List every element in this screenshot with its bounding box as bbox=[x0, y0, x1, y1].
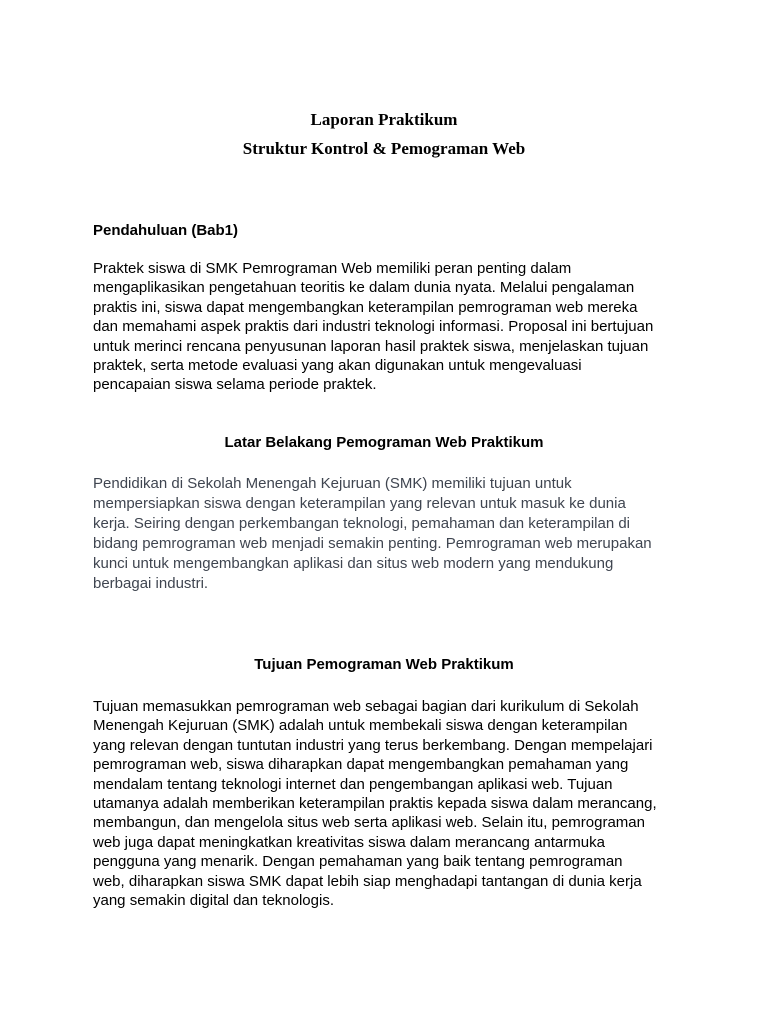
paragraph-line: web juga dapat meningkatkan kreativitas siswa dalam merancang antarmuka bbox=[93, 833, 605, 851]
paragraph-line: untuk merinci rencana penyusunan laporan hasil praktek siswa, menjelaskan tujuan bbox=[93, 337, 649, 355]
document-subtitle: Struktur Kontrol & Pemograman Web bbox=[242, 139, 526, 158]
section-heading-tujuan: Tujuan Pemograman Web Praktikum bbox=[254, 656, 514, 673]
paragraph-line: mempersiapkan siswa dengan keterampilan yang relevan untuk masuk ke dunia bbox=[93, 495, 626, 512]
paragraph-line: membangun, dan mengelola situs web serta aplikasi web. Selain itu, pemrograman bbox=[93, 814, 645, 832]
document-title: Laporan Praktikum bbox=[310, 110, 458, 129]
paragraph-line: pengguna yang menarik. Dengan pemahaman yang baik tentang pemrograman bbox=[93, 853, 623, 871]
section-body-pendahuluan bbox=[93, 259, 678, 395]
paragraph-line: pencapaian siswa selama periode praktek. bbox=[93, 376, 377, 394]
section-heading-latar-belakang: Latar Belakang Pemograman Web Praktikum bbox=[224, 434, 544, 451]
section-body-tujuan bbox=[93, 697, 678, 910]
paragraph-line: Pendidikan di Sekolah Menengah Kejuruan (SMK) memiliki tujuan untuk bbox=[93, 475, 572, 492]
section-heading-pendahuluan: Pendahuluan (Bab1) bbox=[93, 222, 239, 239]
paragraph-line: praktek, serta metode evaluasi yang akan digunakan untuk mengevaluasi bbox=[93, 357, 582, 375]
paragraph-line: web, diharapkan siswa SMK dapat lebih siap menghadapi tantangan di dunia kerja bbox=[93, 872, 642, 890]
paragraph-line: bidang pemrograman web menjadi semakin penting. Pemrograman web merupakan bbox=[93, 535, 652, 552]
paragraph-line: kunci untuk mengembangkan aplikasi dan situs web modern yang mendukung bbox=[93, 555, 614, 572]
paragraph-line: berbagai industri. bbox=[93, 575, 209, 592]
paragraph-line: Tujuan memasukkan pemrograman web sebagai bagian dari kurikulum di Sekolah bbox=[93, 698, 639, 715]
paragraph-line: mendalam tentang teknologi internet dan pengembangan aplikasi web. Tujuan bbox=[93, 775, 613, 793]
paragraph-line: praktis ini, siswa dapat mengembangkan keterampilan pemrograman web mereka bbox=[93, 298, 638, 316]
paragraph-line: yang semakin digital dan teknologis. bbox=[93, 892, 334, 910]
paragraph-line: kerja. Seiring dengan perkembangan teknologi, pemahaman dan keterampilan di bbox=[93, 515, 631, 532]
paragraph-line: mengaplikasikan pengetahuan teoritis ke dalam dunia nyata. Melalui pengalaman bbox=[93, 279, 635, 297]
paragraph-line: Menengah Kejuruan (SMK) adalah untuk membekali siswa dengan keterampilan bbox=[93, 717, 628, 735]
paragraph-line: yang relevan dengan tuntutan industri yang terus berkembang. Dengan mempelajari bbox=[93, 736, 653, 754]
section-body-latar-belakang bbox=[93, 474, 678, 594]
paragraph-line: utamanya adalah memberikan keterampilan praktis kepada siswa dalam merancang, bbox=[93, 795, 657, 813]
paragraph-line: dan memahami aspek praktis dari industri teknologi informasi. Proposal ini bertujuan bbox=[93, 318, 654, 336]
paragraph-line: Praktek siswa di SMK Pemrograman Web memiliki peran penting dalam bbox=[93, 260, 572, 277]
paragraph-line: pemrograman web, siswa diharapkan dapat mengembangkan pemahaman yang bbox=[93, 756, 629, 774]
